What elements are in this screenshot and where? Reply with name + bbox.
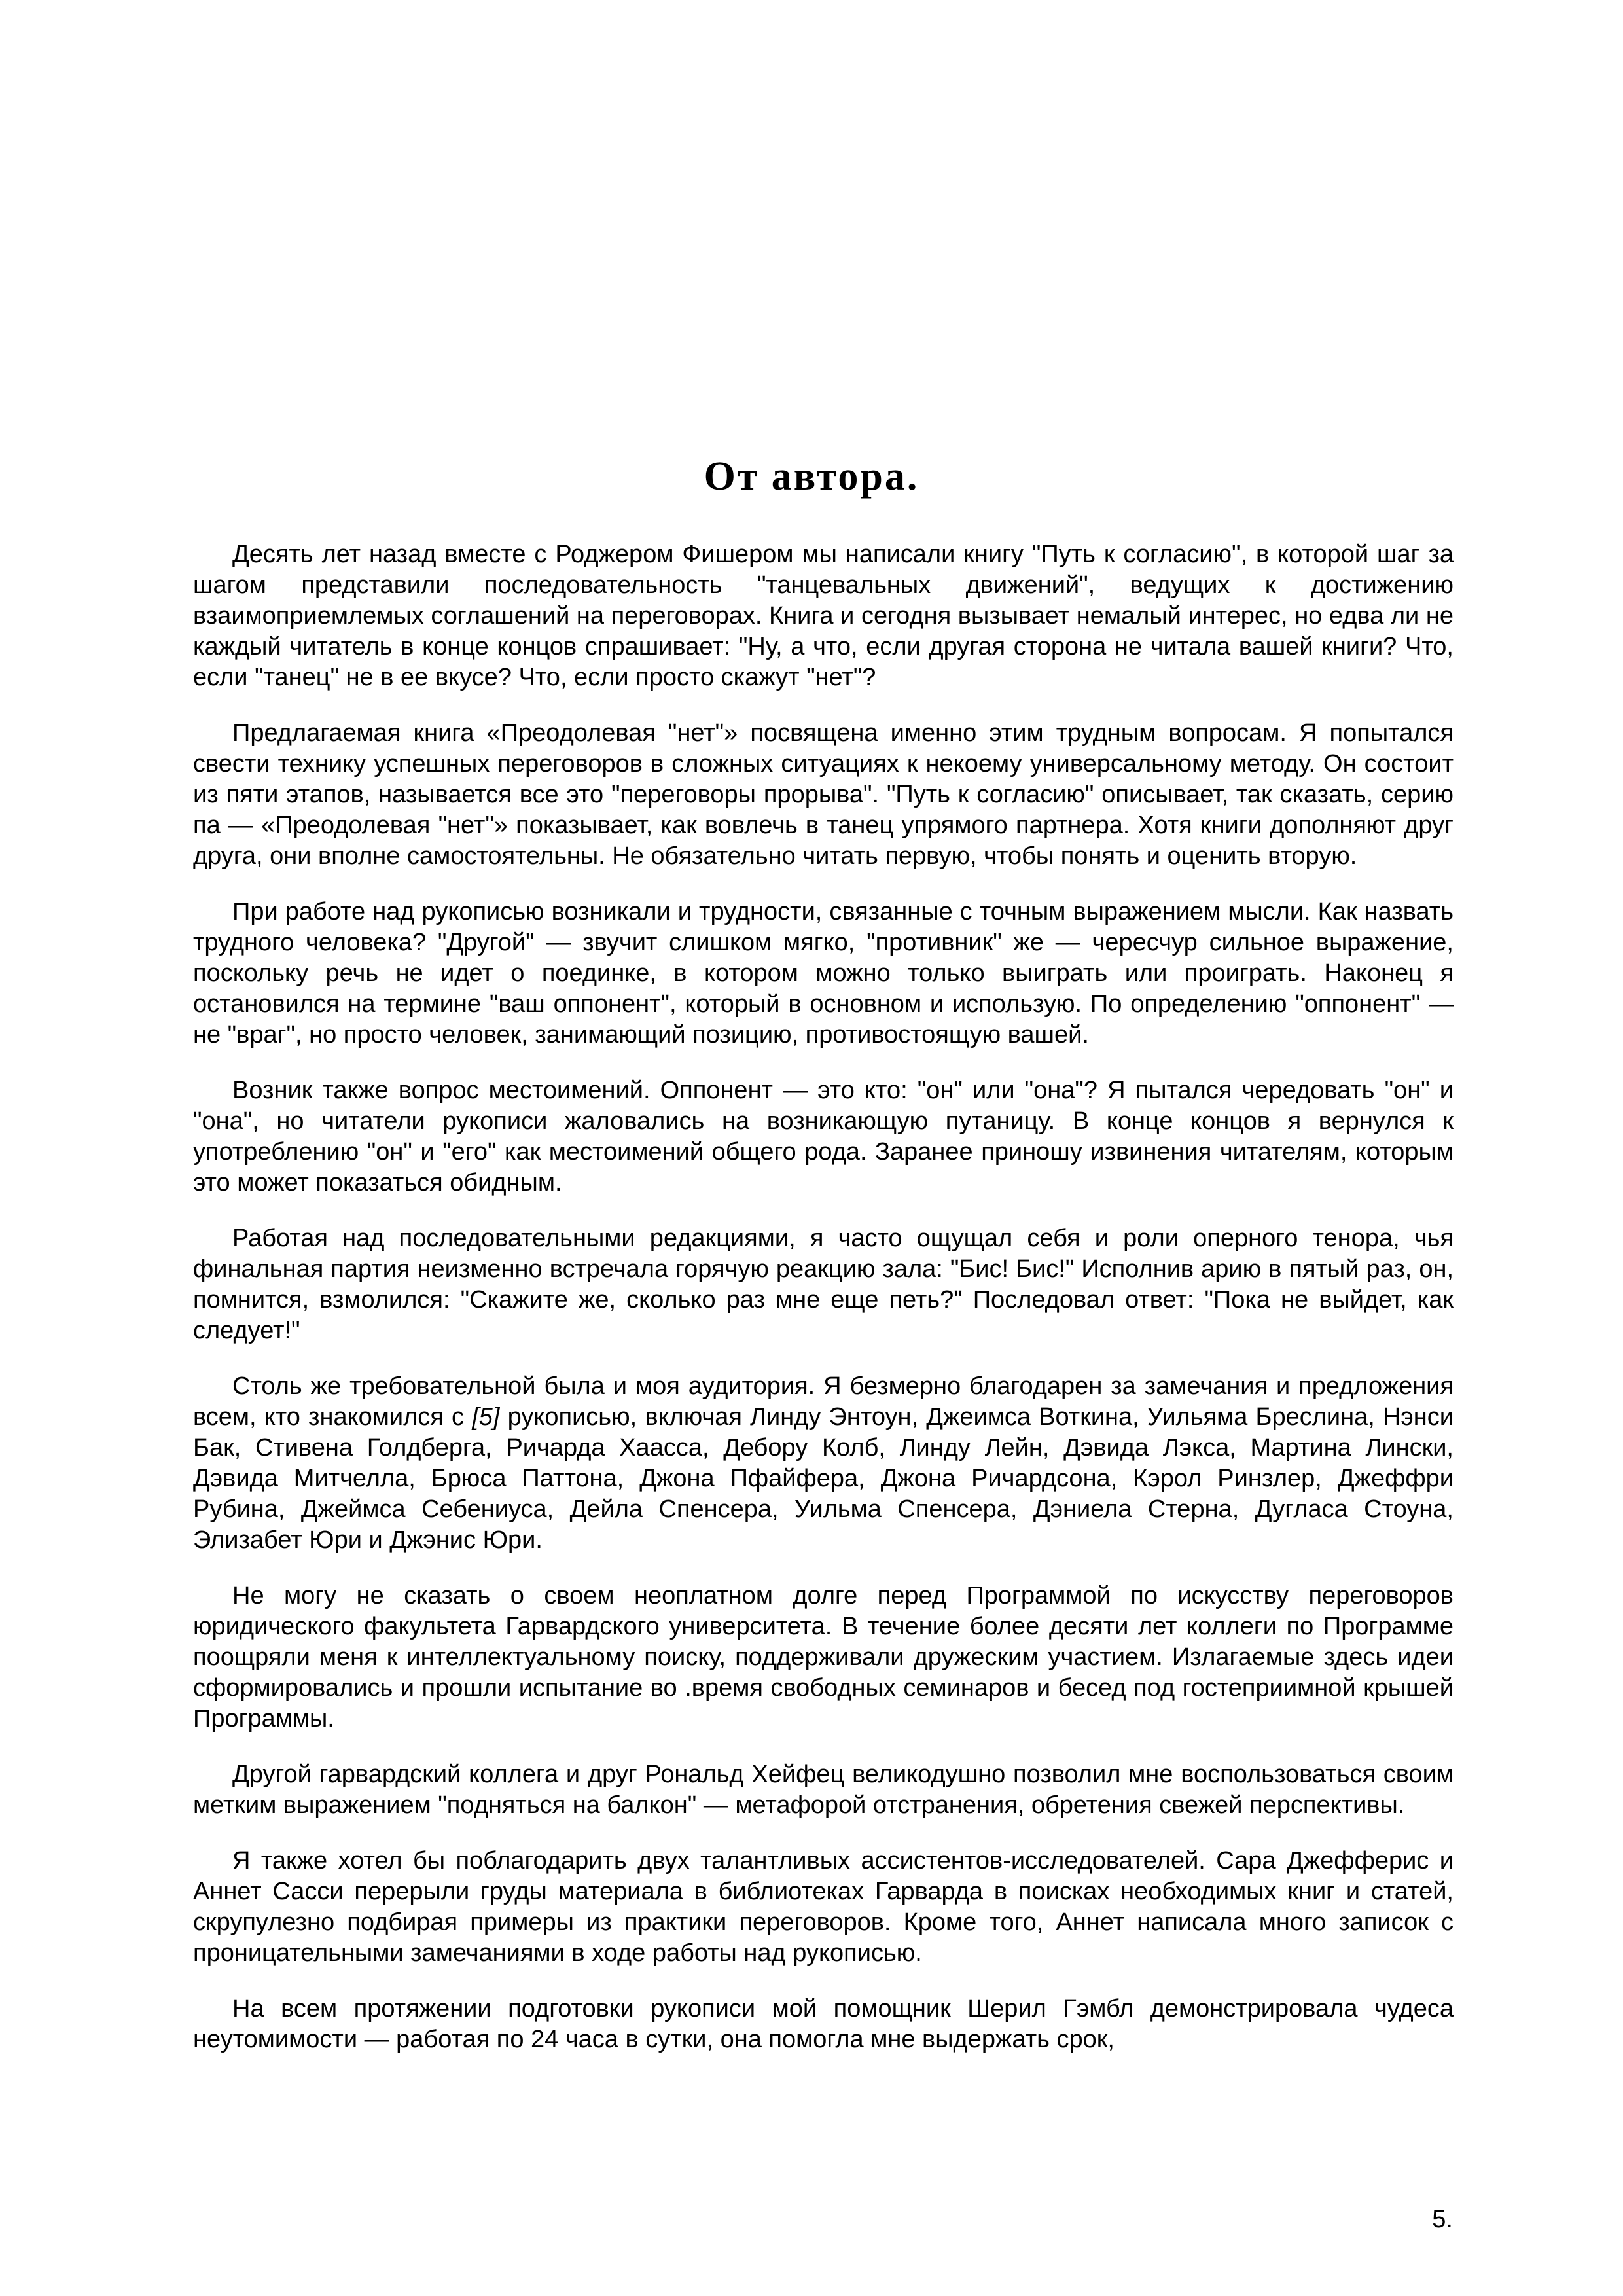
paragraph: Предлагаемая книга «Преодолевая "нет"» посвящена именно этим трудным вопросам. Я попытался свести технику успешных переговоров в сложных ситуациях к некоему универсальному методу. Он состоит из пяти этапов, называется все это "переговоры прорыва". "Путь к согласию" описывает, так сказать, серию па — «Преодолевая "нет"» показывает, как вовлечь в танец упрямого партнера. Хотя книги дополняют друг друга, они вполне самостоятельны. Не обязательно читать первую, чтобы понять и оценить вторую.: [193, 719, 1454, 870]
paragraph: Работая над последовательными редакциями, я часто ощущал себя и роли оперного тенора, чья финальная партия неизменно встречала горячую реакцию зала: "Бис! Бис!" Исполнив арию в пятый раз, он, помнится, взмолился: "Скажите же, сколько раз мне еще петь?" Последовал ответ: "Пока не выйдет, как следует!": [193, 1225, 1454, 1344]
reference-link[interactable]: [5]: [472, 1403, 500, 1431]
paragraph: [193, 1371, 1454, 1556]
paragraph: Десять лет назад вместе с Роджером Фишером мы написали книгу "Путь к согласию", в которой шаг за шагом представили последовательность "танцевальных движений", ведущих к достижению взаимоприемлемых соглашений на переговорах. Книга и сегодня вызывает немалый интерес, но едва ли не каждый читатель в конце концов спрашивает: "Ну, а что, если другая сторона не читала вашей книги? Что, если "танец" не в ее вкусе? Что, если просто скажут "нет"?: [193, 541, 1454, 691]
paragraph-text: рукописью, включая Линду Энтоун, Джеимса Воткина, Уильяма Бреслина, Нэнси Бак, Стивена Голдберга, Ричарда Хаасса, Дебору Колб, Линду Лейн, Дэвида Лэкса, Мартина Лински, Дэвида Митчелла, Брюса Паттона, Джона Пфайфера, Джона Ричардсона, Кэрол Ринзлер, Джеффри Рубина, Джеймса Себениуса, Дейла Спенсера, Уильма Спенсера, Дэниела Стерна, Дугласа Стоуна, Элизабет Юри и Джэнис Юри.: [193, 1403, 1454, 1554]
paragraph: Другой гарвардский коллега и друг Рональд Хейфец великодушно позволил мне воспользоваться своим метким выражением "подняться на балкон" — метафорой отстранения, обретения свежей перспективы.: [193, 1761, 1454, 1819]
paragraph: Возник также вопрос местоимений. Оппонент — это кто: "он" или "она"? Я пытался чередовать "он" и "она", но читатели рукописи жаловались на возникающую путаницу. В конце концов я вернулся к употреблению "он" и "его" как местоимений общего рода. Заранее приношу извинения читателям, которым это может показаться обидным.: [193, 1077, 1454, 1196]
paragraph: Не могу не сказать о своем неоплатном долге перед Программой по искусству переговоров юридического факультета Гарвардского университета. В течение более десяти лет коллеги по Программе поощряли меня к интеллектуальному поиску, поддерживали дружеским участием. Излагаемые здесь идеи сформировались и прошли испытание во .время свободных семинаров и бесед под гостеприимной крышей Программы.: [193, 1582, 1454, 1732]
document-body: [193, 539, 1454, 2055]
page-number: 5.: [1432, 2206, 1453, 2233]
paragraph: Я также хотел бы поблагодарить двух талантливых ассистентов-исследователей. Сара Джефферис и Аннет Сасси перерыли груды материала в библиотеках Гарварда в поисках необходимых книг и статей, скрупулезно подбирая примеры из практики переговоров. Кроме того, Аннет написала много записок с проницательными замечаниями в ходе работы над рукописью.: [193, 1847, 1454, 1967]
paragraph: При работе над рукописью возникали и трудности, связанные с точным выражением мысли. Как назвать трудного человека? "Другой" — звучит слишком мягко, "противник" же — чересчур сильное выражение, поскольку речь не идет о поединке, в котором можно только выиграть или проиграть. Наконец я остановился на термине "ваш оппонент", который в основном и использую. По определению "оппонент" — не "враг", но просто человек, занимающий позицию, противостоящую вашей.: [193, 898, 1454, 1049]
paragraph-text: Столь же требовательной была и моя аудитория. Я безмерно благодарен за замечания и предложения всем, кто знакомился с: [193, 1372, 1454, 1431]
paragraph: На всем протяжении подготовки рукописи мой помощник Шерил Гэмбл демонстрировала чудеса неутомимости — работая по 24 часа в сутки, она помогла мне выдержать срок,: [193, 1995, 1454, 2053]
page-title: От автора.: [704, 454, 919, 499]
